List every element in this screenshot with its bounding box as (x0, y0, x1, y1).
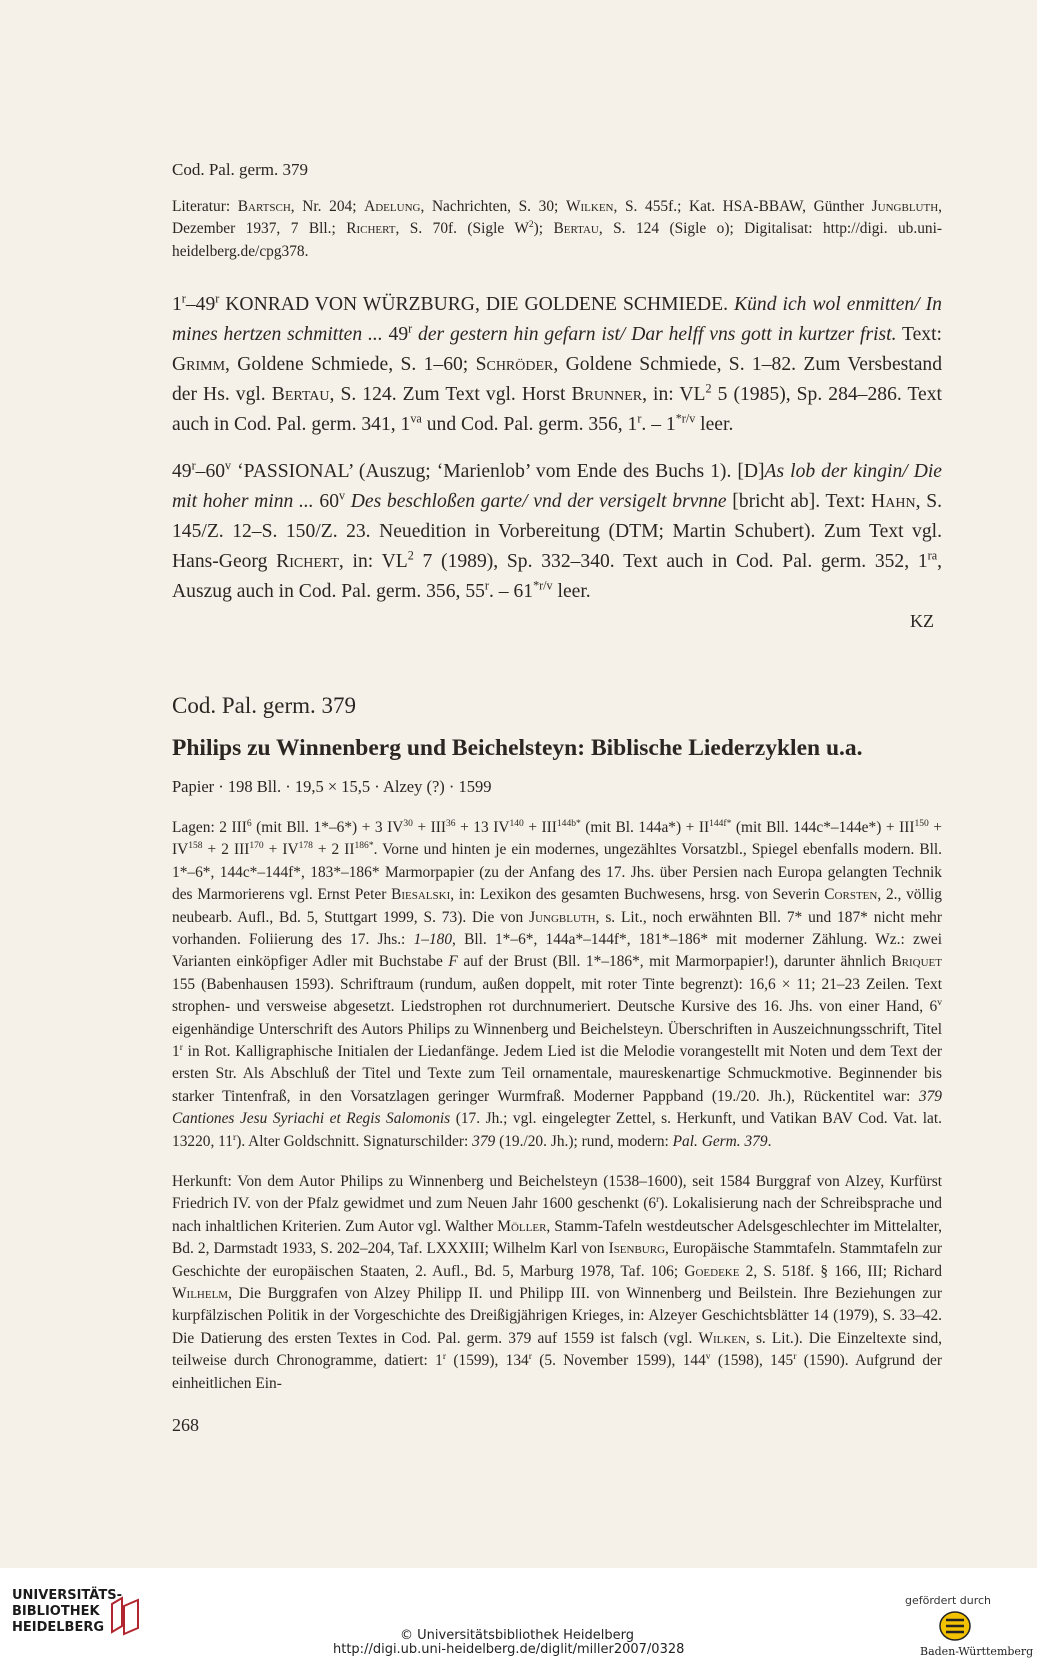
record-title: Philips zu Winnenberg und Beichelsteyn: Biblische Liederzyklen u.a. (172, 735, 863, 761)
library-logo-text: UNIVERSITÄTS- BIBLIOTHEK HEIDELBERG (12, 1588, 122, 1635)
record-physical-description: Papier · 198 Bll. · 19,5 × 15,5 · Alzey (?) · 1599 (172, 777, 492, 796)
entry-goldene-schmiede: 1$^r$–49$^r$ KONRAD VON WÜRZBURG, DIE GOLDENE SCHMIEDE. Künd ich wol enmitten/ In mines hertzen schmitten ... 49$^r$ der gestern hin gefarn ist/ Dar helff vns gott in kurtzer frist. Text: Grimm, Goldene Schmiede, S. 1–60; Schröder, Goldene Schmiede, S. 1–82. Zum Versbestand der Hs. vgl. Bertau, S. 124. Zum Text vgl. Horst Brunner, in: $VL^2$ 5 (1985), Sp. 284–286. Text auch in Cod. Pal. germ. 341, $1^{va}$ und Cod. Pal. germ. 356, 1$^r$. – $1^{*r/v}$ leer. (172, 291, 943, 435)
baden-wuerttemberg-crest-icon (938, 1610, 972, 1642)
running-head: Cod. Pal. germ. 379 (172, 160, 308, 179)
page-number: 268 (172, 1415, 199, 1435)
herkunft-paragraph: Herkunft: Von dem Autor Philips zu Winnenberg und Beichelsteyn (1538–1600), seit 1584 Burggraf von Alzey, Kurfürst Friedrich IV. von der Pfalz gewidmet und zum Neuen Jahr 1600 geschenkt (6$^r$). Lokalisierung nach der Schreibsprache und nach inhaltlichen Kriterien. Zum Autor vgl. Walther Möller, Stamm-Tafeln westdeutscher Adelsgeschlechter im Mittelalter, Bd. 2, Darmstadt 1933, S. 202–204, Taf. LXXXIII; Wilhelm Karl von Isenburg, Europäische Stammtafeln. Stammtafeln zur Geschichte der europäischen Staaten, 2. Aufl., Bd. 5, Marburg 1978, Taf. 106; Goedeke 2, S. 518f. § 166, III; Richard Wilhelm, Die Burggrafen von Alzey Philipp II. und Philipp III. von Winnenberg und Beilstein. Ihre Beziehungen zur kurpfälzischen Politik in der Vorgeschichte des Dreißigjährigen Krieges, in: Alzeyer Geschichtsblätter 14 (1979), S. 33–42. Die Datierung des ersten Textes in Cod. Pal. germ. 379 auf 1559 ist falsch (vgl. Wilken, s. Lit.). Die Einzeltexte sind, teilweise durch Chronogramme, datiert: 1$^r$ (1599), 134$^r$ (5. November 1599), 144$^v$ (1598), 145$^r$ (1590). Aufgrund der einheitlichen Ein- (172, 1173, 942, 1392)
permalink-url[interactable]: http://digi.ub.uni-heidelberg.de/diglit/miller2007/0328 (333, 1642, 685, 1657)
literature-paragraph: Literatur: Bartsch, Nr. 204; Adelung, Nachrichten, S. 30; Wilken, S. 455f.; Kat. HSA-BBAW, Günther Jungbluth, Dezember 1937, 7 Bll.; Richert, S. 70f. (Sigle $W^2$); Bertau, S. 124 (Sigle o); Digitalisat: http://digi. ub.uni-heidelberg.de/cpg378. (172, 198, 942, 260)
author-initials: KZ (910, 611, 934, 631)
viewer-footer (0, 1568, 1037, 1662)
lagen-paragraph: Lagen: 2 III$^6$ (mit Bll. 1*–6*) + 3 $IV^{30} + III^{36} + 13$ $IV^{140} + III^{144b*}$ (mit Bl. $144a*) + II^{144f*}$ (mit Bll. $144c*-144e*) + III^{150} + IV^{158} + 2$ $III^{170} + IV^{178} + 2$ $II^{186*}$. Vorne und hinten je ein modernes, ungezähltes Vorsatzbl., Spiegel ebenfalls modern. Bll. 1*–6*, 144c*–144f*, 183*–186* Marmorpapier (zu der Anfang des 17. Jhs. über Persien nach Europa gelangten Technik des Marmorierens vgl. Ernst Peter Biesalski, in: Lexikon des gesamten Buchwesens, hrsg. von Severin Corsten, 2., völlig neubearb. Aufl., Bd. 5, Stuttgart 1999, S. 73). Die von Jungbluth, s. Lit., noch erwähnten Bll. 7* und 187* nicht mehr vorhanden. Foliierung des 17. Jhs.: 1–180, Bll. 1*–6*, 144a*–144f*, 181*–186* mit moderner Zählung. Wz.: zwei Varianten einköpfiger Adler mit Buchstabe F auf der Brust (Bll. 1*–186*, mit Marmorpapier!), darunter ähnlich Briquet 155 (Babenhausen 1593). Schriftraum (rundum, außen doppelt, mit roter Tinte begrenzt): 16,6 × 11; 21–23 Zeilen. Text strophen- und versweise abgesetzt. Liedstrophen rot durchnumeriert. Deutsche Kursive des 16. Jhs. von einer Hand, 6$^v$ eigenhändige Unterschrift des Autors Philips zu Winnenberg und Beichelsteyn. Überschriften in Auszeichnungsschrift, Titel 1$^r$ in Rot. Kalligraphische Initialen der Liedanfänge. Jedem Lied ist die Melodie vorangestellt mit Noten und dem Text der ersten Str. Als Abschluß der Titel und Texte zum Teil ornamentale, maureskenartige Schmuckmotive. Beginnender bis starker Tintenfraß, in den Vorsatzlagen geringer Wurmfraß. Moderner Pappband (19./20. Jh.), Rückentitel war: 379 Cantiones Jesu Syriachi et Regis Salomonis (17. Jh.; vgl. eingelegter Zettel, s. Herkunft, und Vatikan BAV Cod. Vat. lat. 13220, 11$^r$). Alter Goldschnitt. Signaturschilder: 379 (19./20. Jh.); rund, modern: Pal. Germ. 379. (172, 817, 943, 1150)
sponsor-name: Baden-Württemberg (920, 1645, 1034, 1658)
library-logo-icon (108, 1596, 144, 1636)
sponsor-label: gefördert durch (905, 1594, 992, 1607)
copyright-notice: © Universitätsbibliothek Heidelberg (400, 1628, 635, 1643)
entry-passional: 49$^r$–60$^v$ ‘PASSIONAL’ (Auszug; ‘Marienlob’ vom Ende des Buchs 1). [D]As lob der kingin/ Die mit hoher minn ... 60$^v$ Des beschloßen garte/ vnd der versigelt brvnne [bricht ab]. Text: Hahn, S. 145/Z. 12–S. 150/Z. 23. Neuedition in Vorbereitung (DTM; Martin Schubert). Zum Text vgl. Hans-Georg Richert, in: $VL^2$ 7 (1989), Sp. 332–340. Text auch in Cod. Pal. germ. 352, $1^{ra}$, Auszug auch in Cod. Pal. germ. 356, 55$^r$. – $61^{*r/v}$ leer. (172, 458, 943, 602)
record-shelfmark: Cod. Pal. germ. 379 (172, 693, 356, 718)
